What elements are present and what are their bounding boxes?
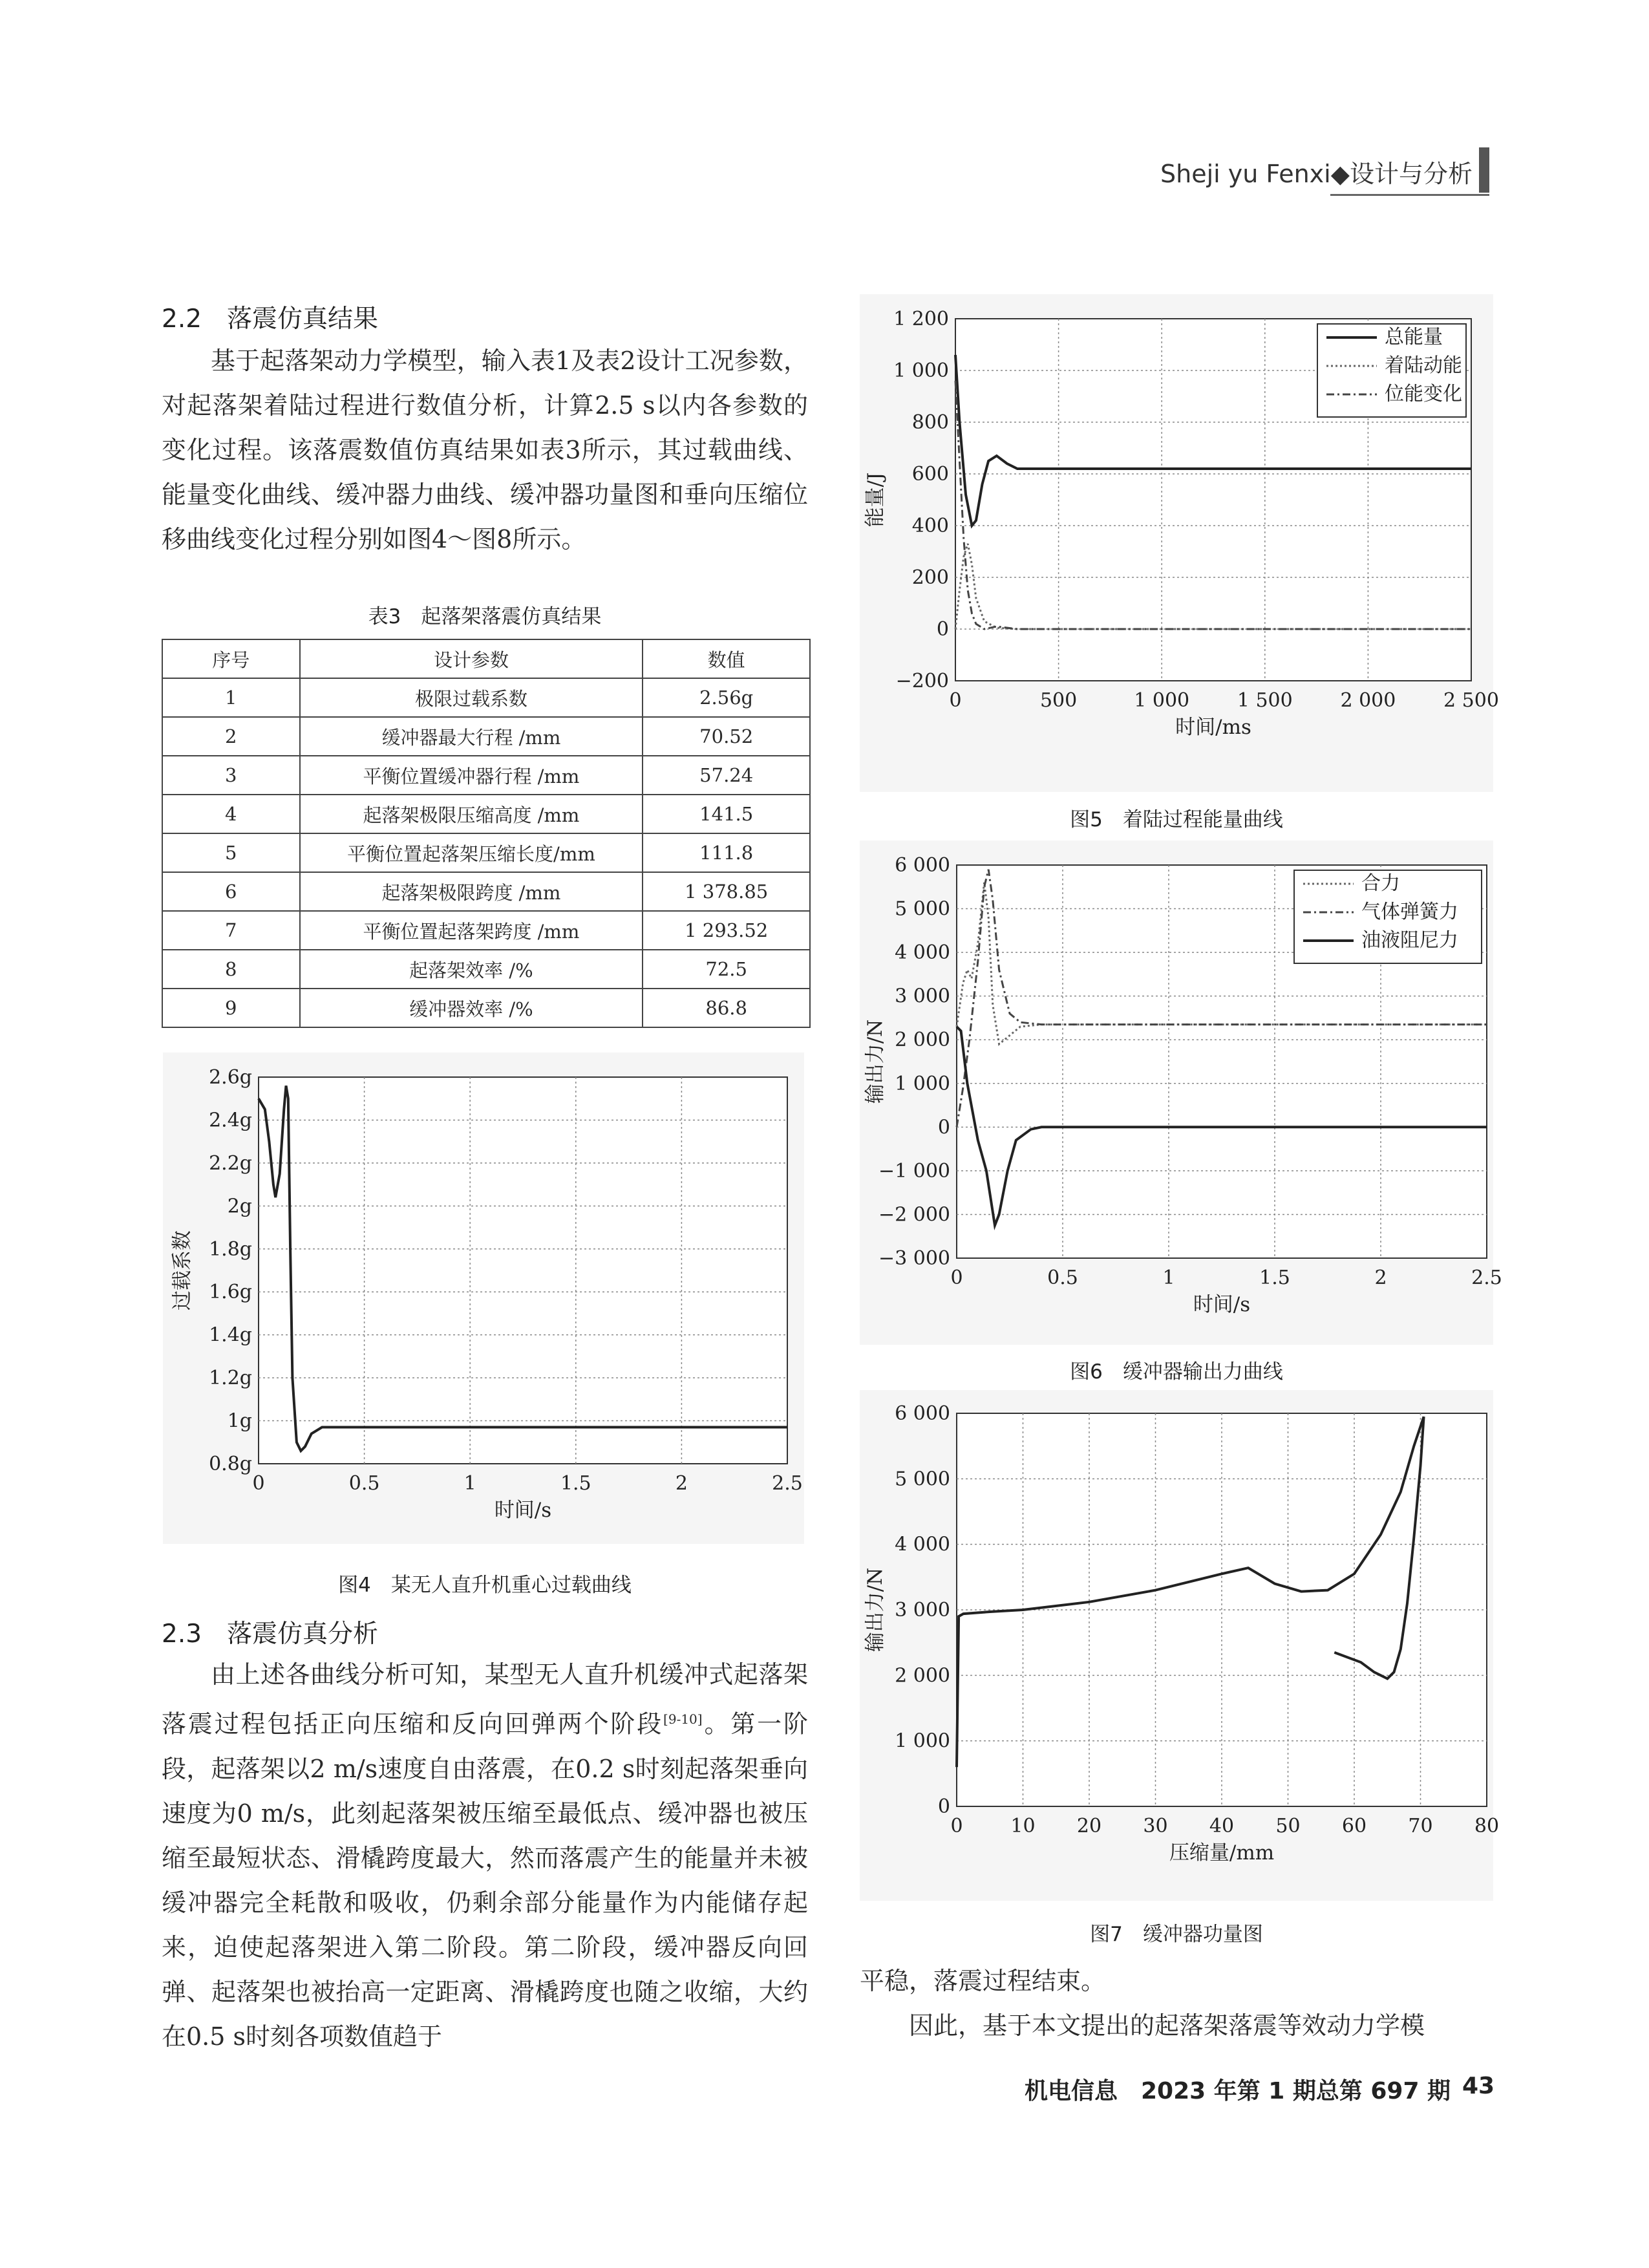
- x-tick-label: 0: [950, 1815, 963, 1837]
- y-tick-label: 1.4g: [209, 1323, 252, 1347]
- y-tick-label: 4 000: [895, 941, 950, 965]
- x-tick-label: 1 000: [1134, 689, 1190, 712]
- x-axis-label: 时间/s: [494, 1499, 552, 1522]
- x-tick-label: 0.5: [348, 1472, 380, 1495]
- section-2-2-paragraph: 基于起落架动力学模型，输入表1及表2设计工况参数，对起落架着陆过程进行数值分析，计算2.5 s以内各参数的变化过程。该落震数值仿真结果如表3所示，其过载曲线、能量变化曲线、缓冲器力曲线、缓冲器功量图和垂向压缩位移曲线变化过程分别如图4～图8所示。: [162, 347, 808, 553]
- x-tick-label: 60: [1341, 1815, 1367, 1837]
- fig4-caption: 图4 某无人直升机重心过载曲线: [338, 1574, 632, 1597]
- table3-caption: 表3 起落架落震仿真结果: [368, 605, 602, 628]
- y-tick-label: 800: [911, 411, 949, 434]
- y-tick-label: 1 000: [895, 1072, 950, 1095]
- x-tick-label: 50: [1275, 1815, 1301, 1837]
- x-axis-label: 时间/s: [1193, 1293, 1251, 1316]
- table-cell: 起落架效率 /%: [300, 950, 643, 989]
- table-cell: 2: [162, 717, 300, 756]
- x-tick-label: 1 500: [1237, 689, 1293, 712]
- y-tick-label: 2g: [227, 1195, 252, 1218]
- para-part1: 由上述各曲线分析可知，某型无人直升机缓冲式起落架落震过程包括正向压缩和反向回弹两个阶段: [162, 1660, 808, 1738]
- x-tick-label: 40: [1209, 1815, 1235, 1837]
- fig5-caption: 图5 着陆过程能量曲线: [1070, 808, 1283, 831]
- table-cell: 5: [162, 833, 300, 872]
- table-row: [162, 833, 810, 872]
- citation: [9-10]: [663, 1711, 703, 1727]
- legend-label: 着陆动能: [1385, 354, 1462, 377]
- para-part2: 。第一阶段，起落架以2 m/s速度自由落震，在0.2 s时刻起落架垂向速度为0 m/s，此刻起落架被压缩至最低点、缓冲器也被压缩至最短状态、滑橇跨度最大，然而落震产生的能量并未被缓冲器完全耗散和吸收，仍剩余部分能量作为内能储存起来，迫使起落架进入第二阶段。第二阶段，缓冲器反向回弹、起落架也被抬高一定距离、滑橇跨度也随之收缩，大约在0.5 s时刻各项数值趋于: [162, 1709, 808, 2051]
- x-tick-label: 70: [1408, 1815, 1433, 1837]
- x-tick-label: 2 000: [1340, 689, 1396, 712]
- table-cell: 141.5: [643, 795, 810, 833]
- table-row: [162, 911, 810, 950]
- x-tick-label: 1: [463, 1472, 476, 1495]
- x-tick-label: 1.5: [1259, 1267, 1290, 1289]
- table-row: [162, 872, 810, 911]
- y-tick-label: 1.6g: [209, 1281, 252, 1304]
- fig5-svg: [860, 294, 1499, 792]
- y-tick-label: 2.4g: [209, 1109, 252, 1132]
- table-row: [162, 717, 810, 756]
- x-tick-label: 2: [675, 1472, 688, 1495]
- table-cell: 1 293.52: [643, 911, 810, 950]
- x-tick-label: 0.5: [1047, 1267, 1078, 1289]
- y-axis-label: 能量/J: [864, 472, 887, 528]
- legend-label: 油液阻尼力: [1361, 929, 1458, 952]
- fig6-svg: [860, 840, 1502, 1345]
- footer-journal: 机电信息 2023 年第 1 期总第 697 期: [1025, 2078, 1451, 2104]
- table3-header-row: [162, 639, 810, 678]
- x-tick-label: 0: [252, 1472, 265, 1495]
- y-axis-label: 过载系数: [171, 1230, 194, 1311]
- y-tick-label: −200: [895, 670, 949, 692]
- y-tick-label: 1 000: [895, 1729, 950, 1753]
- running-head: Sheji yu Fenxi◆设计与分析: [1160, 160, 1473, 188]
- continuation-text: [860, 1959, 1506, 2048]
- y-tick-label: 6 000: [895, 854, 950, 877]
- fig4-plot: [163, 1053, 804, 1544]
- x-tick-label: 30: [1143, 1815, 1168, 1837]
- y-tick-label: 3 000: [895, 1599, 950, 1621]
- y-tick-label: 400: [911, 515, 949, 537]
- section-2-3-title: 2.3 落震仿真分析: [162, 1620, 379, 1649]
- y-axis-label: 输出力/N: [864, 1019, 887, 1104]
- legend-label: 合力: [1361, 872, 1400, 895]
- table-cell: 7: [162, 911, 300, 950]
- table-row: [162, 989, 810, 1027]
- table-cell: 86.8: [643, 989, 810, 1027]
- x-tick-label: 500: [1039, 689, 1078, 712]
- y-tick-label: −3 000: [878, 1247, 950, 1270]
- fig7-plot: [860, 1390, 1500, 1901]
- y-tick-label: 5 000: [895, 897, 950, 921]
- header-bar: [1479, 147, 1489, 193]
- x-axis-label: 时间/ms: [1175, 716, 1251, 739]
- x-tick-label: 0: [950, 1267, 963, 1289]
- next-paragraph: 因此，基于本文提出的起落架落震等效动力学模: [909, 2011, 1425, 2040]
- table-cell: 极限过载系数: [300, 678, 643, 717]
- table-cell: 6: [162, 872, 300, 911]
- section-2-3-paragraph: [162, 1653, 808, 2059]
- x-tick-label: 20: [1076, 1815, 1102, 1837]
- y-tick-label: 6 000: [895, 1402, 950, 1425]
- table-cell: 70.52: [643, 717, 810, 756]
- y-tick-label: 2 000: [895, 1664, 950, 1687]
- y-tick-label: 1 000: [893, 359, 949, 382]
- table-cell: 平衡位置缓冲器行程 /mm: [300, 756, 643, 795]
- fig6-caption: 图6 缓冲器输出力曲线: [1070, 1360, 1283, 1384]
- y-tick-label: −1 000: [878, 1159, 950, 1182]
- y-tick-label: 0: [937, 1116, 950, 1139]
- fig6-plot: [860, 840, 1502, 1345]
- x-tick-label: 2.5: [772, 1472, 803, 1495]
- table-cell: 平衡位置起落架跨度 /mm: [300, 911, 643, 950]
- table-cell: 111.8: [643, 833, 810, 872]
- x-tick-label: 0: [949, 689, 962, 712]
- table-cell: 9: [162, 989, 300, 1027]
- table-cell: 3: [162, 756, 300, 795]
- x-tick-label: 2 500: [1443, 689, 1499, 712]
- continuation-line: 平稳，落震过程结束。: [860, 1967, 1106, 1995]
- x-tick-label: 1.5: [560, 1472, 591, 1495]
- plot-area: [259, 1077, 787, 1464]
- section-2-2-title: 2.2 落震仿真结果: [162, 305, 379, 334]
- table-row: [162, 795, 810, 833]
- fig4-svg: [163, 1053, 804, 1544]
- x-tick-label: 2: [1374, 1267, 1387, 1289]
- table-cell: 57.24: [643, 756, 810, 795]
- table-cell: 2.56g: [643, 678, 810, 717]
- x-tick-label: 1: [1162, 1267, 1175, 1289]
- page-number: 43: [1462, 2073, 1495, 2099]
- fig7-svg: [860, 1390, 1500, 1901]
- table3-header-cell: 数值: [643, 639, 810, 678]
- table-cell: 1: [162, 678, 300, 717]
- y-tick-label: 1g: [227, 1409, 252, 1433]
- table-cell: 起落架极限跨度 /mm: [300, 872, 643, 911]
- fig5-plot: [860, 294, 1499, 792]
- table-cell: 平衡位置起落架压缩长度/mm: [300, 833, 643, 872]
- table-cell: 8: [162, 950, 300, 989]
- section-2-3-body: [162, 1653, 808, 2059]
- x-tick-label: 2.5: [1471, 1267, 1502, 1289]
- y-tick-label: 0: [937, 1795, 950, 1818]
- y-tick-label: 3 000: [895, 985, 950, 1008]
- legend-label: 位能变化: [1385, 383, 1462, 405]
- y-axis-label: 输出力/N: [864, 1567, 887, 1653]
- y-tick-label: 1.8g: [209, 1237, 252, 1261]
- table3: [162, 639, 811, 1028]
- y-tick-label: 2 000: [895, 1029, 950, 1052]
- y-tick-label: 200: [911, 566, 949, 589]
- x-tick-label: 10: [1010, 1815, 1036, 1837]
- table-cell: 缓冲器最大行程 /mm: [300, 717, 643, 756]
- fig7-caption: 图7 缓冲器功量图: [1090, 1923, 1263, 1946]
- y-tick-label: −2 000: [878, 1203, 950, 1226]
- table-cell: 1 378.85: [643, 872, 810, 911]
- header-rule: [1330, 194, 1489, 196]
- table-cell: 72.5: [643, 950, 810, 989]
- table3-header-cell: 序号: [162, 639, 300, 678]
- table-cell: 缓冲器效率 /%: [300, 989, 643, 1027]
- legend-label: 气体弹簧力: [1361, 901, 1458, 923]
- y-tick-label: 1 200: [893, 308, 949, 330]
- y-tick-label: 4 000: [895, 1533, 950, 1556]
- table-cell: 4: [162, 795, 300, 833]
- y-tick-label: 0.8g: [209, 1453, 252, 1475]
- y-tick-label: 5 000: [895, 1468, 950, 1491]
- y-tick-label: 1.2g: [209, 1367, 252, 1390]
- y-tick-label: 2.2g: [209, 1151, 252, 1175]
- legend-label: 总能量: [1385, 326, 1443, 348]
- x-tick-label: 80: [1474, 1815, 1500, 1837]
- y-tick-label: 0: [936, 618, 949, 641]
- section-2-2-body: [162, 339, 808, 562]
- table-row: [162, 756, 810, 795]
- table-row: [162, 950, 810, 989]
- table-row: [162, 678, 810, 717]
- x-axis-label: 压缩量/mm: [1169, 1841, 1275, 1865]
- y-tick-label: 2.6g: [209, 1066, 252, 1089]
- y-tick-label: 600: [911, 463, 949, 486]
- table-cell: 起落架极限压缩高度 /mm: [300, 795, 643, 833]
- table3-header-cell: 设计参数: [300, 639, 643, 678]
